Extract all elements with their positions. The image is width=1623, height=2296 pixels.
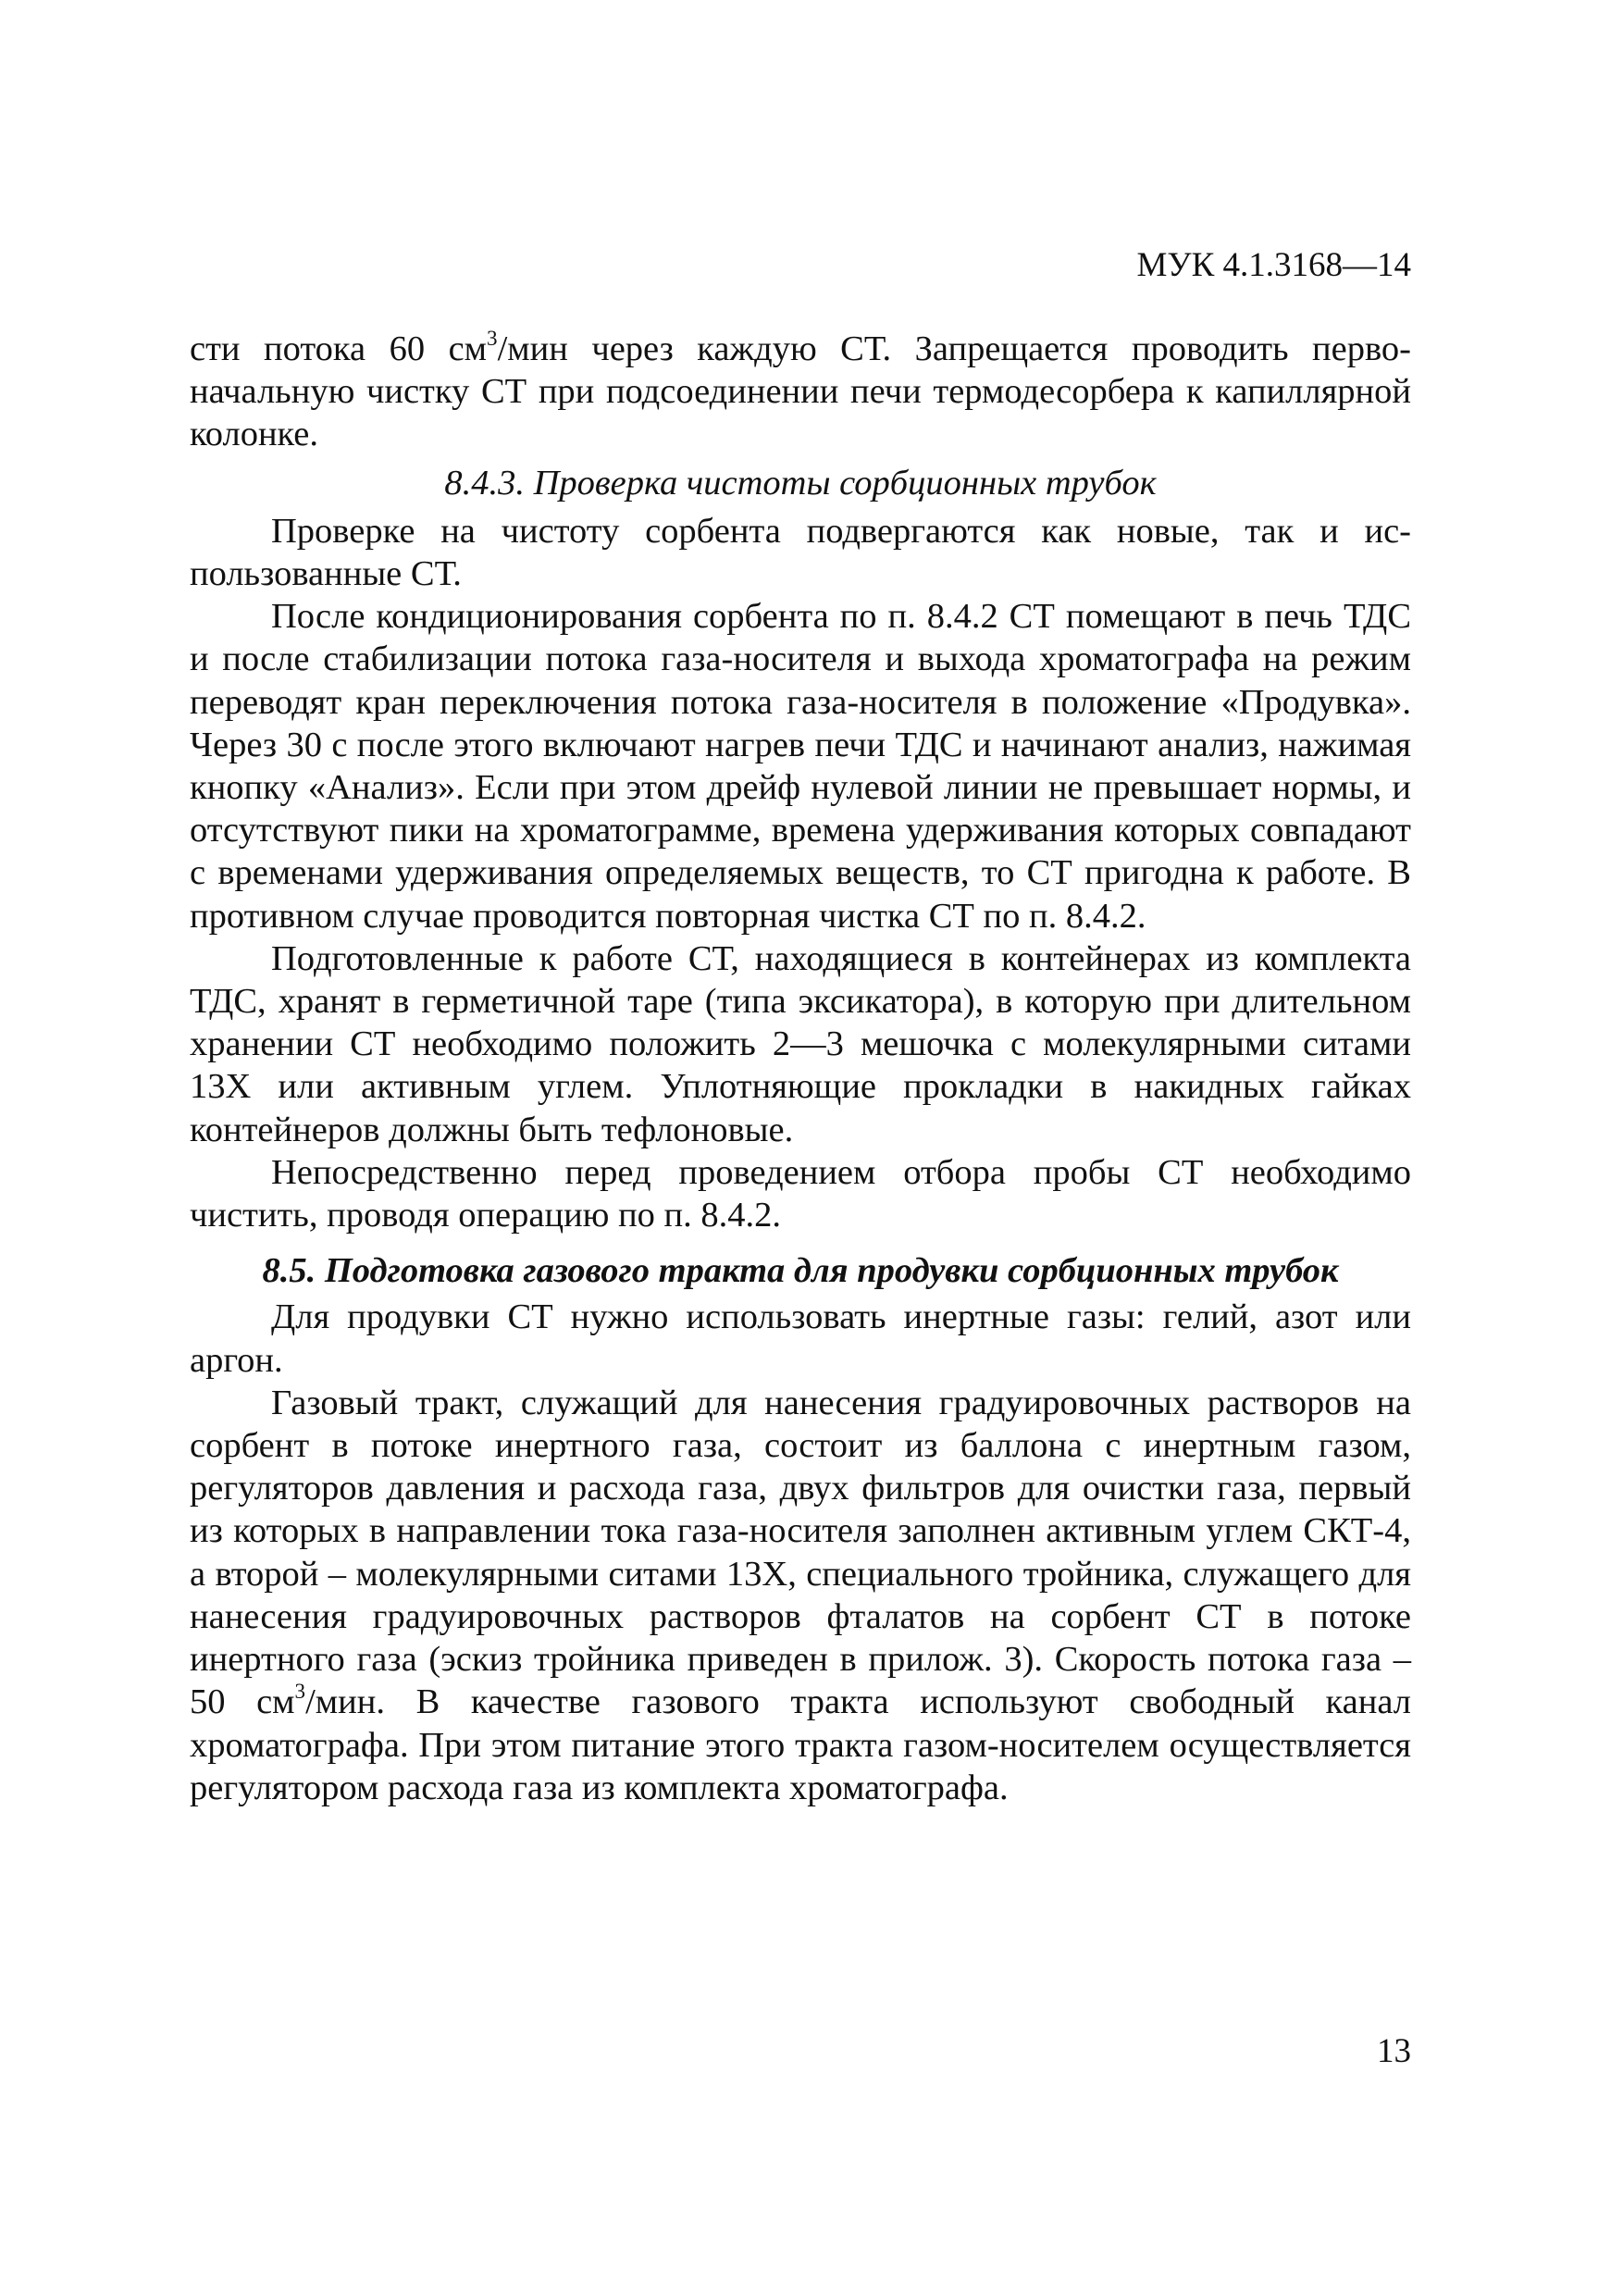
paragraph-continuation — [190, 325, 1411, 456]
section-843-title: 8.4.3. Проверка чистоты сорбционных трубок — [444, 463, 1157, 503]
section-843-paragraph-3: Подготовленные к работе СТ, находящиеся в контейнерах из комплекта ТДС, хранят в герметичной таре (типа эксикатора), в которую при длительном хранении СТ необходимо положить 2—3 мешочка с молекулярными ситами 13Х или активным углем. Уплотняющие прокладки в накидных гайках контейнеров должны быть тефлоновые. — [190, 938, 1411, 1149]
section-85-title: 8.5. Подготовка газового тракта для продувки сорбционных трубок — [262, 1251, 1339, 1291]
section-843-paragraph-4: Непосредственно перед проведением отбора пробы СТ необходимо чистить, проводя операцию по п. 8.4.2. — [190, 1152, 1411, 1235]
section-843-paragraph-2: После кондиционирования сорбента по п. 8.4.2 СТ помещают в печь ТДС и после стабилизации потока газа-носителя и выхода хроматографа на режим переводят кран переключения потока газа-носителя в положение «Продувка». Через 30 с после этого включают нагрев печи ТДС и начинают анализ, нажимая кнопку «Анализ». Если при этом дрейф нулевой линии не превышает нормы, и отсутствуют пики на хроматограмме, времена удерживания которых совпадают с временами удерживания определяемых веществ, то СТ пригодна к работе. В противном случае проводится повторная чистка СТ по п. 8.4.2. — [190, 597, 1411, 936]
section-843-paragraph-1: Проверке на чистоту сорбента подвергаются как новые, так и использованные СТ. — [190, 511, 1411, 594]
text-span: сти потока 60 см — [190, 329, 488, 368]
document-code-header: МУК 4.1.3168—14 — [1136, 246, 1411, 284]
text-span: Газовый тракт, служащий для нанесения градуировочных растворов на сорбент в потоке инертного газа, состоит из баллона с инертным газом, регуляторов давления и расхода газа, двух фильтров для очистки газа, первый из которых в направлении тока газа-носителя заполнен активным углем СКТ-4, а второй – молекулярными ситами 13Х, специального тройника, служащего для нанесения градуировочных растворов фталатов на сорбент СТ в потоке инертного газа (эскиз тройника приведен в прилож. 3). Скорость потока газа – 50 см — [190, 1383, 1411, 1722]
section-85-paragraph-1: Для продувки СТ нужно использовать инертные газы: гелий, азот или аргон. — [190, 1297, 1411, 1380]
page-body — [190, 325, 1412, 1809]
text-span: /мин. В качестве газового тракта используют свободный канал хроматографа. При этом питание этого тракта газом-носителем осуществляется регулятором расхода газа из комплекта хроматографа. — [190, 1682, 1412, 1807]
page-number: 13 — [1377, 2032, 1411, 2070]
superscript: 3 — [487, 325, 498, 350]
section-85-paragraph-2 — [190, 1382, 1411, 1809]
text-span: /мин через каждую СТ. Запрещается проводить первоначальную чистку СТ при подсоединении печи термодесорбера к капиллярной колонке. — [190, 329, 1411, 454]
superscript: 3 — [294, 1679, 306, 1704]
